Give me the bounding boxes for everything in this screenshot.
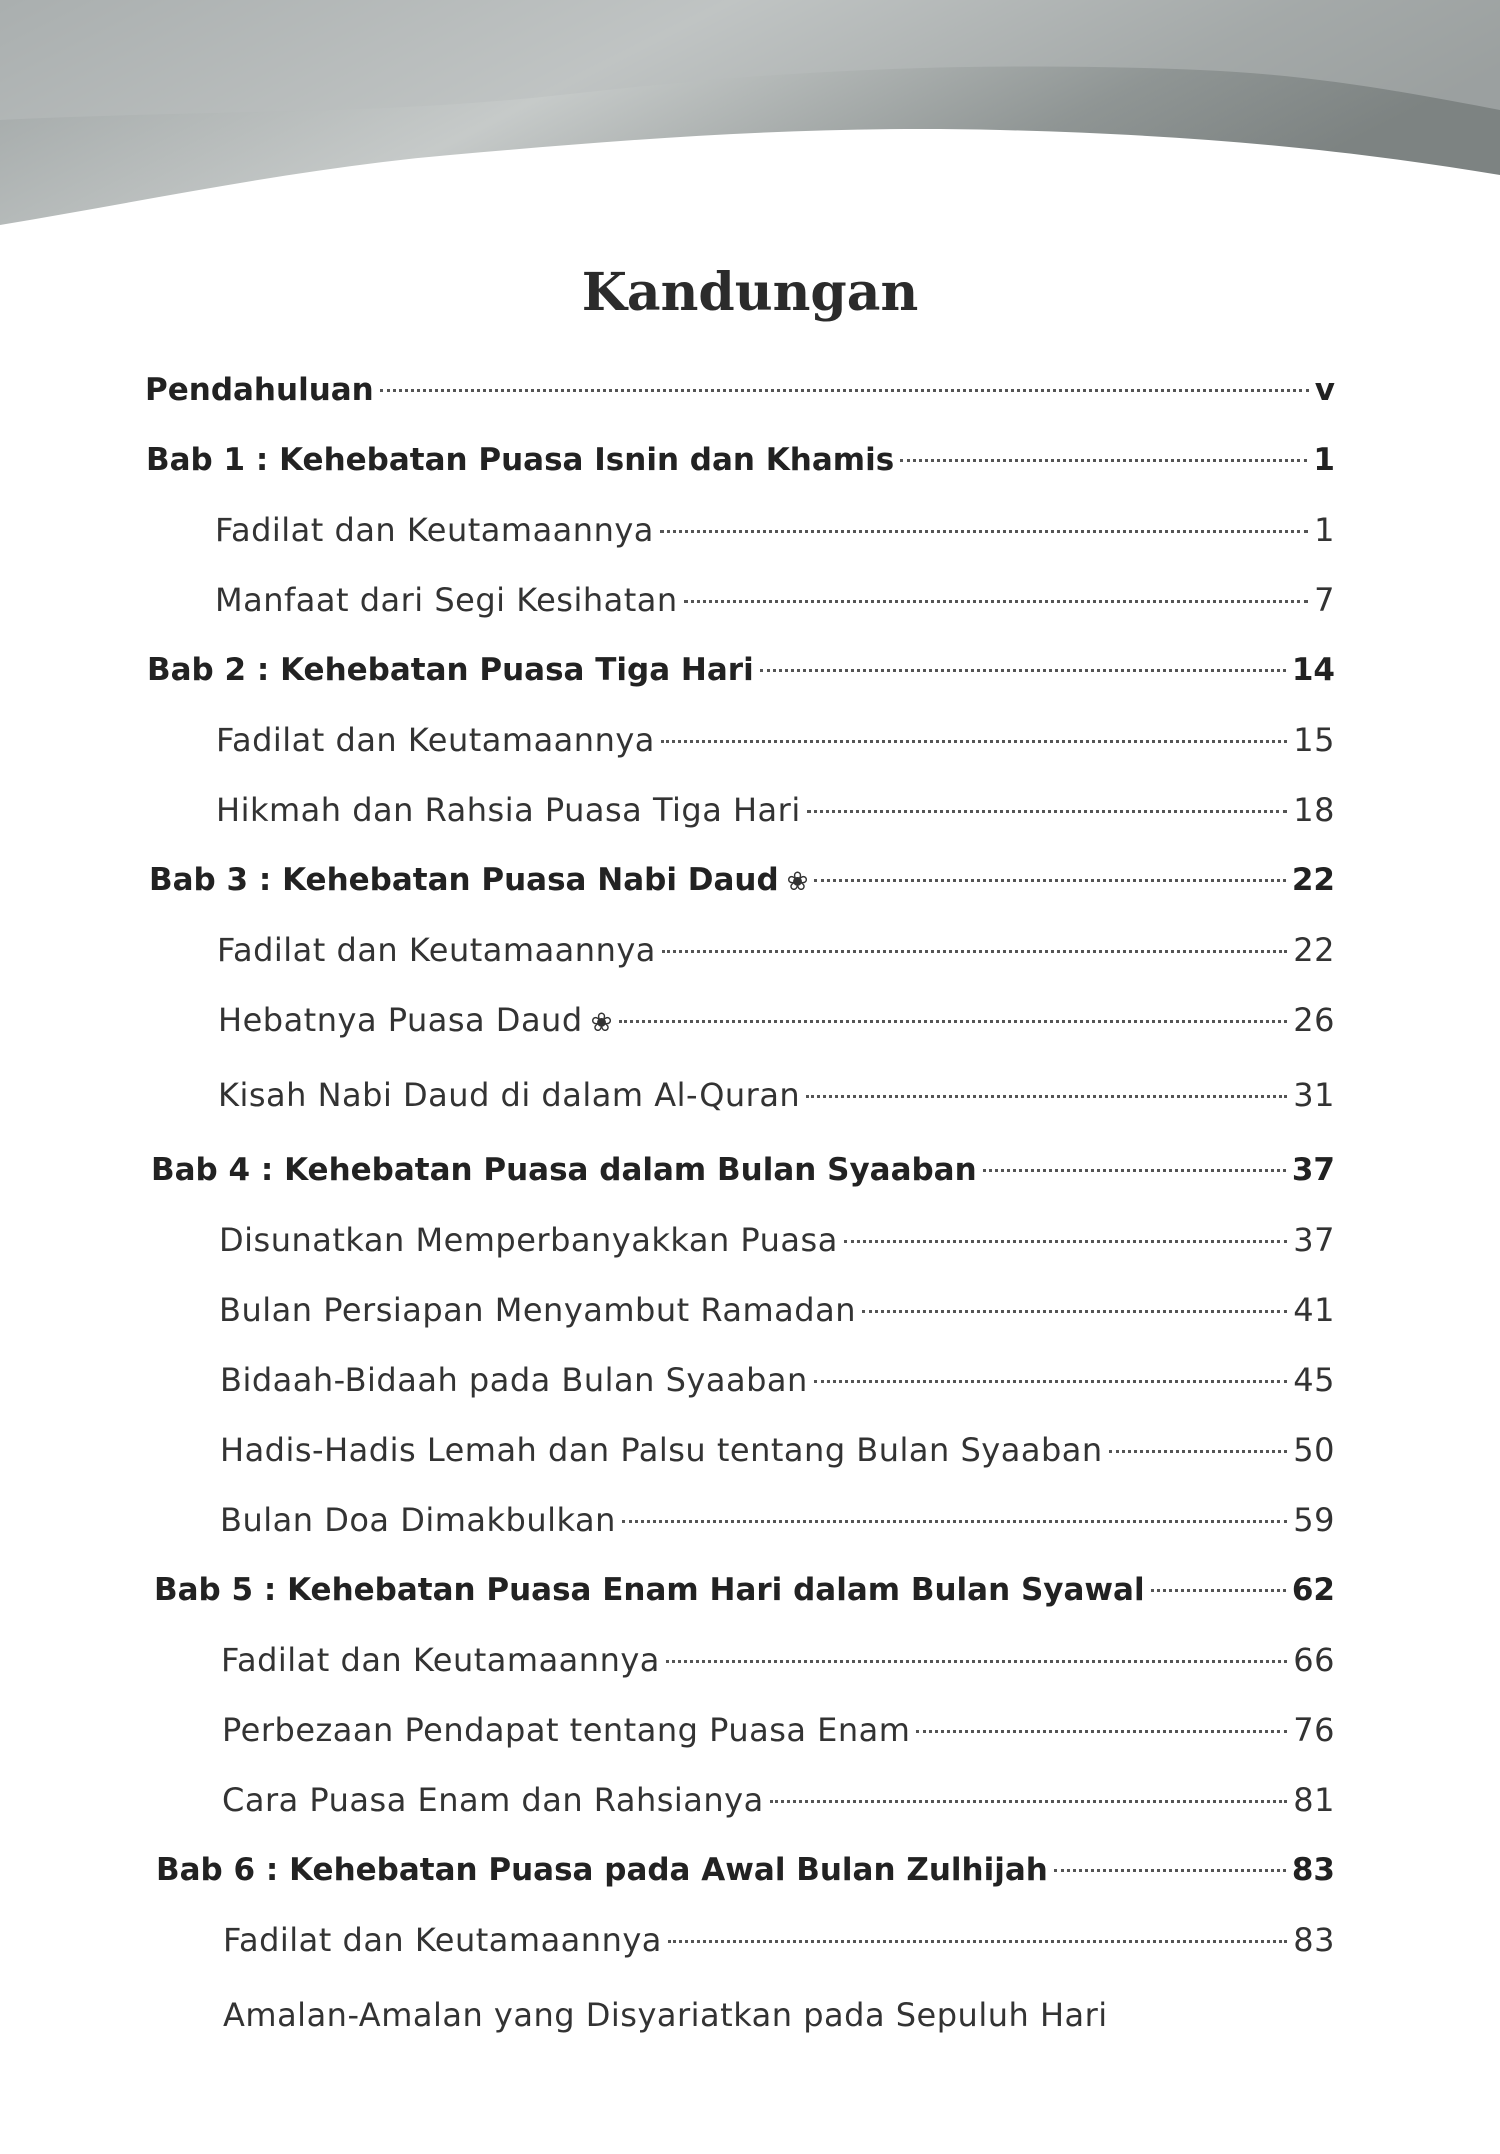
dot-leader — [807, 810, 1288, 813]
toc-page-number: 37 — [1291, 1152, 1335, 1188]
toc-section-entry[interactable] — [221, 1632, 1335, 1688]
toc-chapter-entry[interactable] — [147, 642, 1335, 698]
toc-section-entry[interactable] — [218, 1067, 1335, 1123]
dot-leader — [622, 1520, 1287, 1523]
dot-leader — [668, 1940, 1287, 1943]
toc-entry-label: Hadis-Hadis Lemah dan Palsu tentang Bulan Syaaban — [220, 1431, 1103, 1469]
dot-leader — [662, 950, 1287, 953]
toc-entry-label: Fadilat dan Keutamaannya — [223, 1921, 662, 1959]
dot-leader — [660, 530, 1308, 533]
honorific-symbol-icon: ❀ — [786, 867, 809, 897]
toc-entry-label: Bulan Persiapan Menyambut Ramadan — [219, 1291, 856, 1329]
toc-entry-label: Bab 6 : Kehebatan Puasa pada Awal Bulan Zulhijah — [156, 1852, 1048, 1888]
toc-entry-label: Bab 2 : Kehebatan Puasa Tiga Hari — [147, 652, 754, 688]
toc-section-entry[interactable] — [217, 922, 1335, 978]
dot-leader — [1109, 1450, 1288, 1453]
toc-entry-label: Perbezaan Pendapat tentang Puasa Enam — [222, 1711, 911, 1749]
dot-leader — [684, 600, 1308, 603]
toc-section-entry[interactable] — [219, 1212, 1335, 1268]
toc-entry-label: Kisah Nabi Daud di dalam Al-Quran — [218, 1076, 801, 1114]
toc-page-number: 22 — [1291, 862, 1335, 898]
dot-leader — [666, 1660, 1287, 1663]
toc-page-number: 22 — [1293, 931, 1335, 969]
dot-leader — [900, 459, 1307, 462]
toc-page-number: 7 — [1314, 581, 1335, 619]
toc-entry-label: Bab 4 : Kehebatan Puasa dalam Bulan Syaaban — [151, 1152, 977, 1188]
toc-chapter-entry[interactable] — [149, 852, 1335, 908]
toc-page-number: 81 — [1293, 1781, 1335, 1819]
dot-leader — [916, 1730, 1287, 1733]
toc-section-entry[interactable] — [220, 1422, 1335, 1478]
toc-entry-label: Bidaah-Bidaah pada Bulan Syaaban — [220, 1361, 808, 1399]
toc-section-entry[interactable] — [216, 782, 1335, 838]
dot-leader — [814, 879, 1285, 882]
toc-entry-label: Fadilat dan Keutamaannya — [215, 511, 654, 549]
toc-entry-label: Bulan Doa Dimakbulkan — [220, 1501, 616, 1539]
toc-section-entry[interactable] — [220, 1352, 1335, 1408]
toc-entry-label: Fadilat dan Keutamaannya — [221, 1641, 660, 1679]
toc-entry-label: Bab 3 : Kehebatan Puasa Nabi Daud — [149, 862, 779, 898]
dot-leader — [844, 1240, 1287, 1243]
toc-entry-label: Bab 1 : Kehebatan Puasa Isnin dan Khamis — [146, 442, 895, 478]
toc-entry-label: Fadilat dan Keutamaannya — [216, 721, 655, 759]
toc-page-number: v — [1314, 372, 1335, 408]
toc-page-number: 76 — [1293, 1711, 1335, 1749]
toc-page-number: 1 — [1314, 511, 1335, 549]
dot-leader — [814, 1380, 1288, 1383]
toc-page-number: 66 — [1293, 1641, 1335, 1679]
toc-page-number: 83 — [1293, 1921, 1335, 1959]
toc-section-entry[interactable] — [223, 1987, 1335, 2043]
dot-leader — [619, 1020, 1287, 1023]
toc-section-entry[interactable] — [220, 1492, 1335, 1548]
page-title: Kandungan — [581, 262, 919, 323]
dot-leader — [1054, 1869, 1286, 1872]
toc-section-entry[interactable] — [223, 1912, 1335, 1968]
toc-page-number: 18 — [1293, 791, 1335, 829]
toc-page-number: 37 — [1293, 1221, 1335, 1259]
header-wave-decoration — [0, 0, 1500, 240]
toc-page-number: 59 — [1293, 1501, 1335, 1539]
toc-section-entry[interactable] — [215, 502, 1335, 558]
toc-chapter-entry[interactable] — [156, 1842, 1335, 1898]
toc-section-entry[interactable] — [216, 712, 1335, 768]
toc-page-number: 31 — [1293, 1076, 1335, 1114]
honorific-symbol-icon: ❀ — [590, 1008, 613, 1038]
toc-entry-label: Bab 5 : Kehebatan Puasa Enam Hari dalam Bulan Syawal — [154, 1572, 1145, 1608]
toc-entry-label: Disunatkan Memperbanyakkan Puasa — [219, 1221, 838, 1259]
toc-entry-label: Hebatnya Puasa Daud — [218, 1001, 583, 1039]
toc-section-entry[interactable] — [222, 1772, 1335, 1828]
toc-page-number: 45 — [1293, 1361, 1335, 1399]
dot-leader — [806, 1095, 1287, 1098]
dot-leader — [661, 740, 1287, 743]
toc-entry-label: Cara Puasa Enam dan Rahsianya — [222, 1781, 764, 1819]
toc-chapter-entry[interactable] — [146, 432, 1335, 488]
toc-entry-label: Hikmah dan Rahsia Puasa Tiga Hari — [216, 791, 801, 829]
dot-leader — [862, 1310, 1287, 1313]
dot-leader — [380, 389, 1309, 392]
toc-page-number: 15 — [1293, 721, 1335, 759]
toc-page-number: 50 — [1293, 1431, 1335, 1469]
toc-section-entry[interactable] — [222, 1702, 1335, 1758]
toc-section-entry[interactable] — [219, 1282, 1335, 1338]
toc-section-entry[interactable] — [218, 992, 1335, 1048]
toc-section-entry[interactable] — [215, 572, 1335, 628]
toc-entry-label: Amalan-Amalan yang Disyariatkan pada Sepuluh Hari — [223, 1996, 1108, 2034]
toc-page-number: 14 — [1291, 652, 1335, 688]
toc-page-number: 41 — [1293, 1291, 1335, 1329]
toc-page-number: 62 — [1291, 1572, 1335, 1608]
toc-entry-label: Pendahuluan — [145, 372, 374, 408]
toc-entry-label: Fadilat dan Keutamaannya — [217, 931, 656, 969]
dot-leader — [760, 669, 1286, 672]
toc-chapter-entry[interactable] — [145, 362, 1335, 418]
toc-entry-label: Manfaat dari Segi Kesihatan — [215, 581, 678, 619]
toc-chapter-entry[interactable] — [154, 1562, 1335, 1618]
dot-leader — [1151, 1589, 1286, 1592]
toc-page-number: 83 — [1291, 1852, 1335, 1888]
toc-page-number: 26 — [1293, 1001, 1335, 1039]
dot-leader — [983, 1169, 1286, 1172]
toc-page-number: 1 — [1313, 442, 1335, 478]
toc-chapter-entry[interactable] — [151, 1142, 1335, 1198]
dot-leader — [770, 1800, 1288, 1803]
